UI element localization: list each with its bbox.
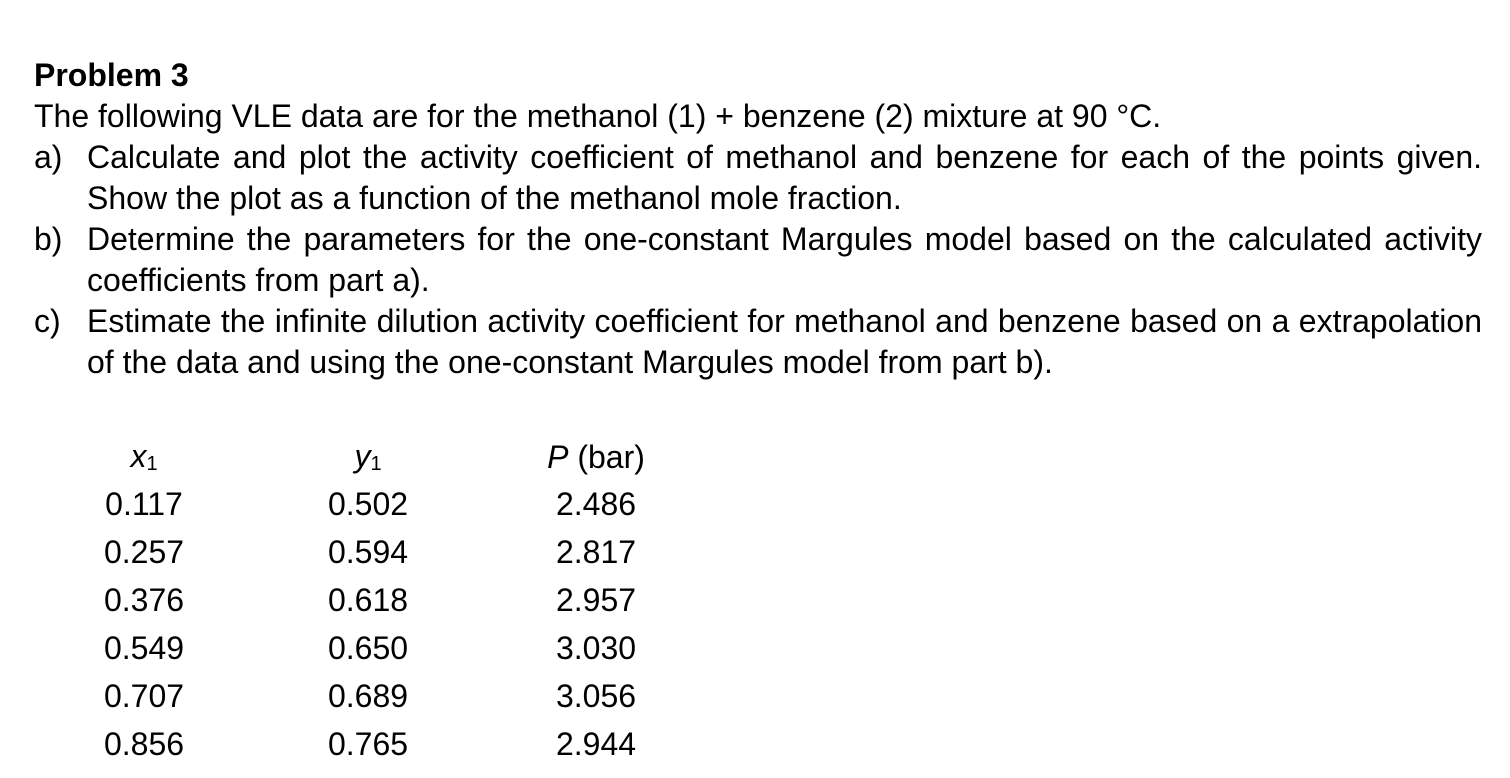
cell-x1: 0.257 xyxy=(103,533,185,570)
table-row xyxy=(86,720,658,768)
table-row xyxy=(86,672,658,720)
part-marker: c) xyxy=(34,303,61,339)
cell-pressure: 3.030 xyxy=(555,629,637,666)
cell-pressure: 2.944 xyxy=(555,725,637,762)
problem-parts-list xyxy=(34,137,1482,383)
cell-pressure: 2.817 xyxy=(555,533,637,570)
problem-document xyxy=(34,55,1482,383)
problem-intro: The following VLE data are for the methanol (1) + benzene (2) mixture at 90 °C. xyxy=(34,98,1162,134)
header-x1-var: x xyxy=(130,438,147,474)
problem-part-b xyxy=(34,219,1482,301)
cell-x1: 0.376 xyxy=(103,581,185,618)
cell-x1: 0.707 xyxy=(103,677,185,714)
table-header-row xyxy=(86,434,658,480)
problem-part-a xyxy=(34,137,1482,219)
cell-y1: 0.650 xyxy=(327,629,409,666)
cell-pressure: 2.957 xyxy=(555,581,637,618)
part-marker: a) xyxy=(34,139,63,175)
table-row xyxy=(86,576,658,624)
header-y1-sub: 1 xyxy=(370,453,382,475)
cell-x1: 0.117 xyxy=(105,485,183,522)
vle-data-table xyxy=(86,434,658,768)
cell-y1: 0.618 xyxy=(327,581,409,618)
cell-pressure: 3.056 xyxy=(555,677,637,714)
part-text: Estimate the infinite dilution activity coefficient for methanol and benzene based on a extrapolation of the data and using the one-constant Margules model from part b). xyxy=(87,303,1482,380)
cell-y1: 0.689 xyxy=(327,677,409,714)
cell-x1: 0.856 xyxy=(103,725,185,762)
header-y1-var: y xyxy=(354,438,371,474)
header-x1-sub: 1 xyxy=(146,453,158,475)
header-y1 xyxy=(202,434,534,480)
problem-part-c xyxy=(34,301,1482,383)
cell-x1: 0.549 xyxy=(103,629,185,666)
cell-y1: 0.502 xyxy=(327,485,409,522)
cell-y1: 0.594 xyxy=(327,533,409,570)
header-pressure xyxy=(534,434,658,480)
header-pressure-var: P xyxy=(547,438,569,475)
part-text: Calculate and plot the activity coefficient of methanol and benzene for each of the points given. Show the plot as a function of the methanol mole fraction. xyxy=(87,139,1482,216)
cell-pressure: 2.486 xyxy=(555,485,637,522)
table-row xyxy=(86,528,658,576)
table-row xyxy=(86,624,658,672)
header-pressure-unit: (bar) xyxy=(568,438,645,475)
part-marker: b) xyxy=(34,221,63,257)
part-text: Determine the parameters for the one-constant Margules model based on the calculated activity coefficients from part a). xyxy=(87,221,1482,298)
table-row xyxy=(86,480,658,528)
problem-title: Problem 3 xyxy=(34,57,189,93)
header-x1 xyxy=(86,434,202,480)
cell-y1: 0.765 xyxy=(327,725,409,762)
